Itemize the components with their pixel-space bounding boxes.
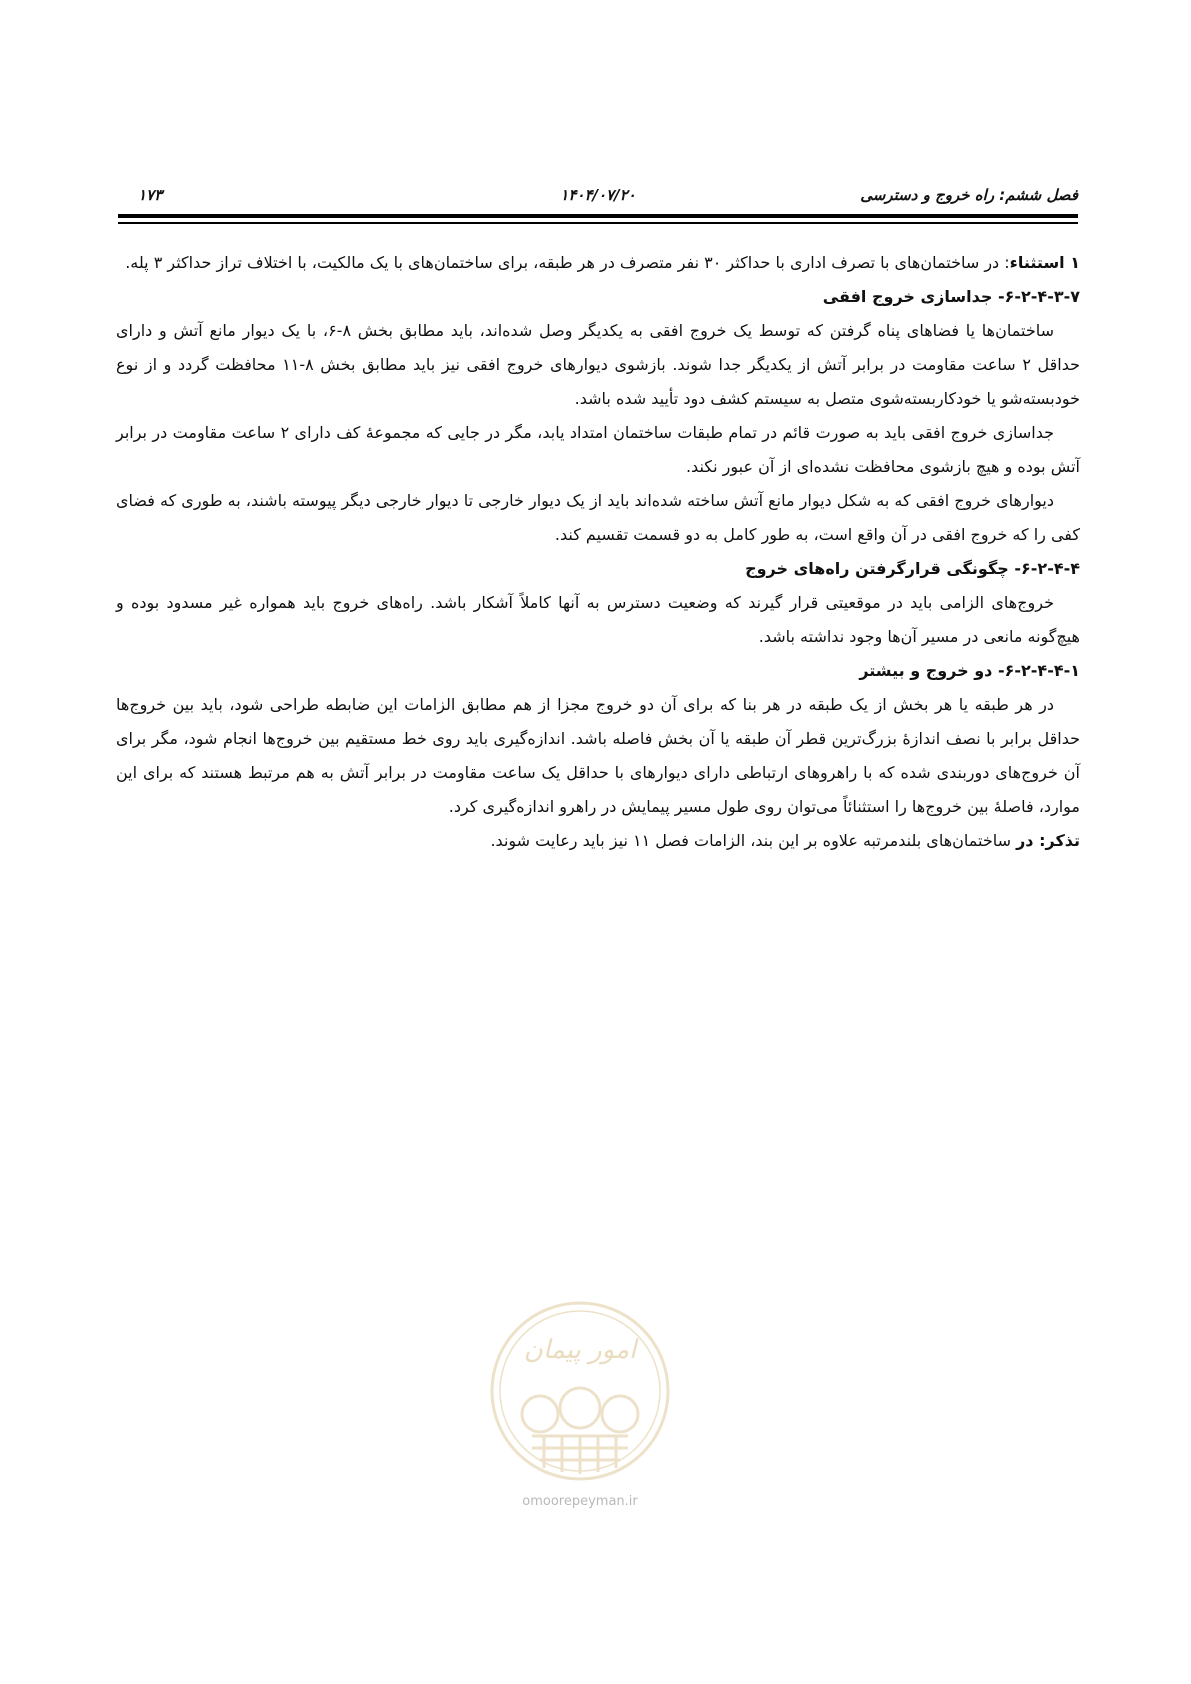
page-header [118, 186, 1078, 208]
page-number: ۱۷۳ [138, 186, 163, 204]
watermark-logo-text: امور پیمان [523, 1335, 637, 1365]
header-rule-thick [118, 214, 1078, 218]
note-label: تذکر: در [1016, 831, 1080, 850]
paragraph: دیوارهای خروج افقی که به شکل دیوار مانع آتش ساخته شده‌اند باید از یک دیوار خارجی تا دیوار خارجی دیگر پیوسته باشند، به طوری که فضای کفی را که خروج افقی در آن واقع است، به طور کامل به دو قسمت تقسیم کند. [116, 491, 1080, 544]
paragraph: ساختمان‌ها یا فضاهای پناه گرفتن که توسط یک خروج افقی به یکدیگر وصل شده‌اند، باید مطابق بخش ۸-۶، با یک دیوار مانع آتش و دارای حداقل ۲ ساعت مقاومت در برابر آتش از یکدیگر جدا شوند. بازشوی دیوارهای خروج افقی نیز باید مطابق بخش ۸-۱۱ محافظت گردد و از نوع خودبسته‌شو یا خودکاربسته‌شوی متصل به سیستم کشف دود تأیید شده باشد. [116, 321, 1081, 408]
heading-two-or-more-exits: ۶-۲-۴-۴-۱- دو خروج و بیشتر [859, 661, 1080, 680]
chapter-title: فصل ششم: راه خروج و دسترسی [860, 186, 1078, 204]
watermark-logo [480, 1296, 680, 1486]
exception-label: ۱ استثناء [1009, 253, 1080, 272]
note-text: ساختمان‌های بلندمرتبه علاوه بر این بند، الزامات فصل ۱۱ نیز باید رعایت شوند. [490, 831, 1017, 850]
note-paragraph [116, 824, 1080, 858]
heading-horizontal-exit-separation: ۶-۲-۴-۳-۷- جداسازی خروج افقی [822, 287, 1080, 306]
heading-exit-arrangement: ۶-۲-۴-۴- چگونگی قرارگرفتن راه‌های خروج [745, 559, 1080, 578]
paragraph: خروج‌های الزامی باید در موقعیتی قرار گیرند که وضعیت دسترس به آنها کاملاً آشکار باشد. راه‌های خروج باید همواره غیر مسدود بوده و هیچ‌گونه مانعی در مسیر آن‌ها وجود نداشته باشد. [116, 593, 1080, 646]
exception-text: : در ساختمان‌های با تصرف اداری با حداکثر ۳۰ نفر متصرف در هر طبقه، برای ساختمان‌های با یک مالکیت، با اختلاف تراز حداکثر ۳ پله. [125, 253, 1010, 272]
paragraph: در هر طبقه یا هر بخش از یک طبقه در هر بنا که برای آن دو خروج مجزا از هم مطابق الزامات این ضابطه طراحی شود، باید بین خروج‌ها حداقل برابر با نصف اندازهٔ بزرگ‌ترین قطر آن طبقه یا آن بخش فاصله باشد. اندازه‌گیری باید روی خط مستقیم بین خروج‌ها انجام شود، مگر برای آن خروج‌های دوربندی شده که با راهروهای ارتباطی دارای دیوارهای با حداقل یک ساعت مقاومت در برابر آتش به هم مرتبط هستند که برای این موارد، فاصلهٔ بین خروج‌ها را استثنائاً می‌توان روی طول مسیر پیمایش در راهرو اندازه‌گیری کرد. [116, 695, 1080, 816]
exception-paragraph [116, 246, 1080, 280]
page-content [116, 246, 1080, 858]
watermark-site: omoorepeyman.ir [522, 1494, 638, 1509]
paragraph: جداسازی خروج افقی باید به صورت قائم در تمام طبقات ساختمان امتداد یابد، مگر در جایی که مجموعهٔ کف دارای ۲ ساعت مقاومت در برابر آتش بوده و هیچ بازشوی محافظت نشده‌ای از آن عبور نکند. [116, 423, 1080, 476]
header-date: ۱۴۰۴/۰۷/۲۰ [560, 186, 636, 204]
header-rule-thin [118, 222, 1078, 224]
